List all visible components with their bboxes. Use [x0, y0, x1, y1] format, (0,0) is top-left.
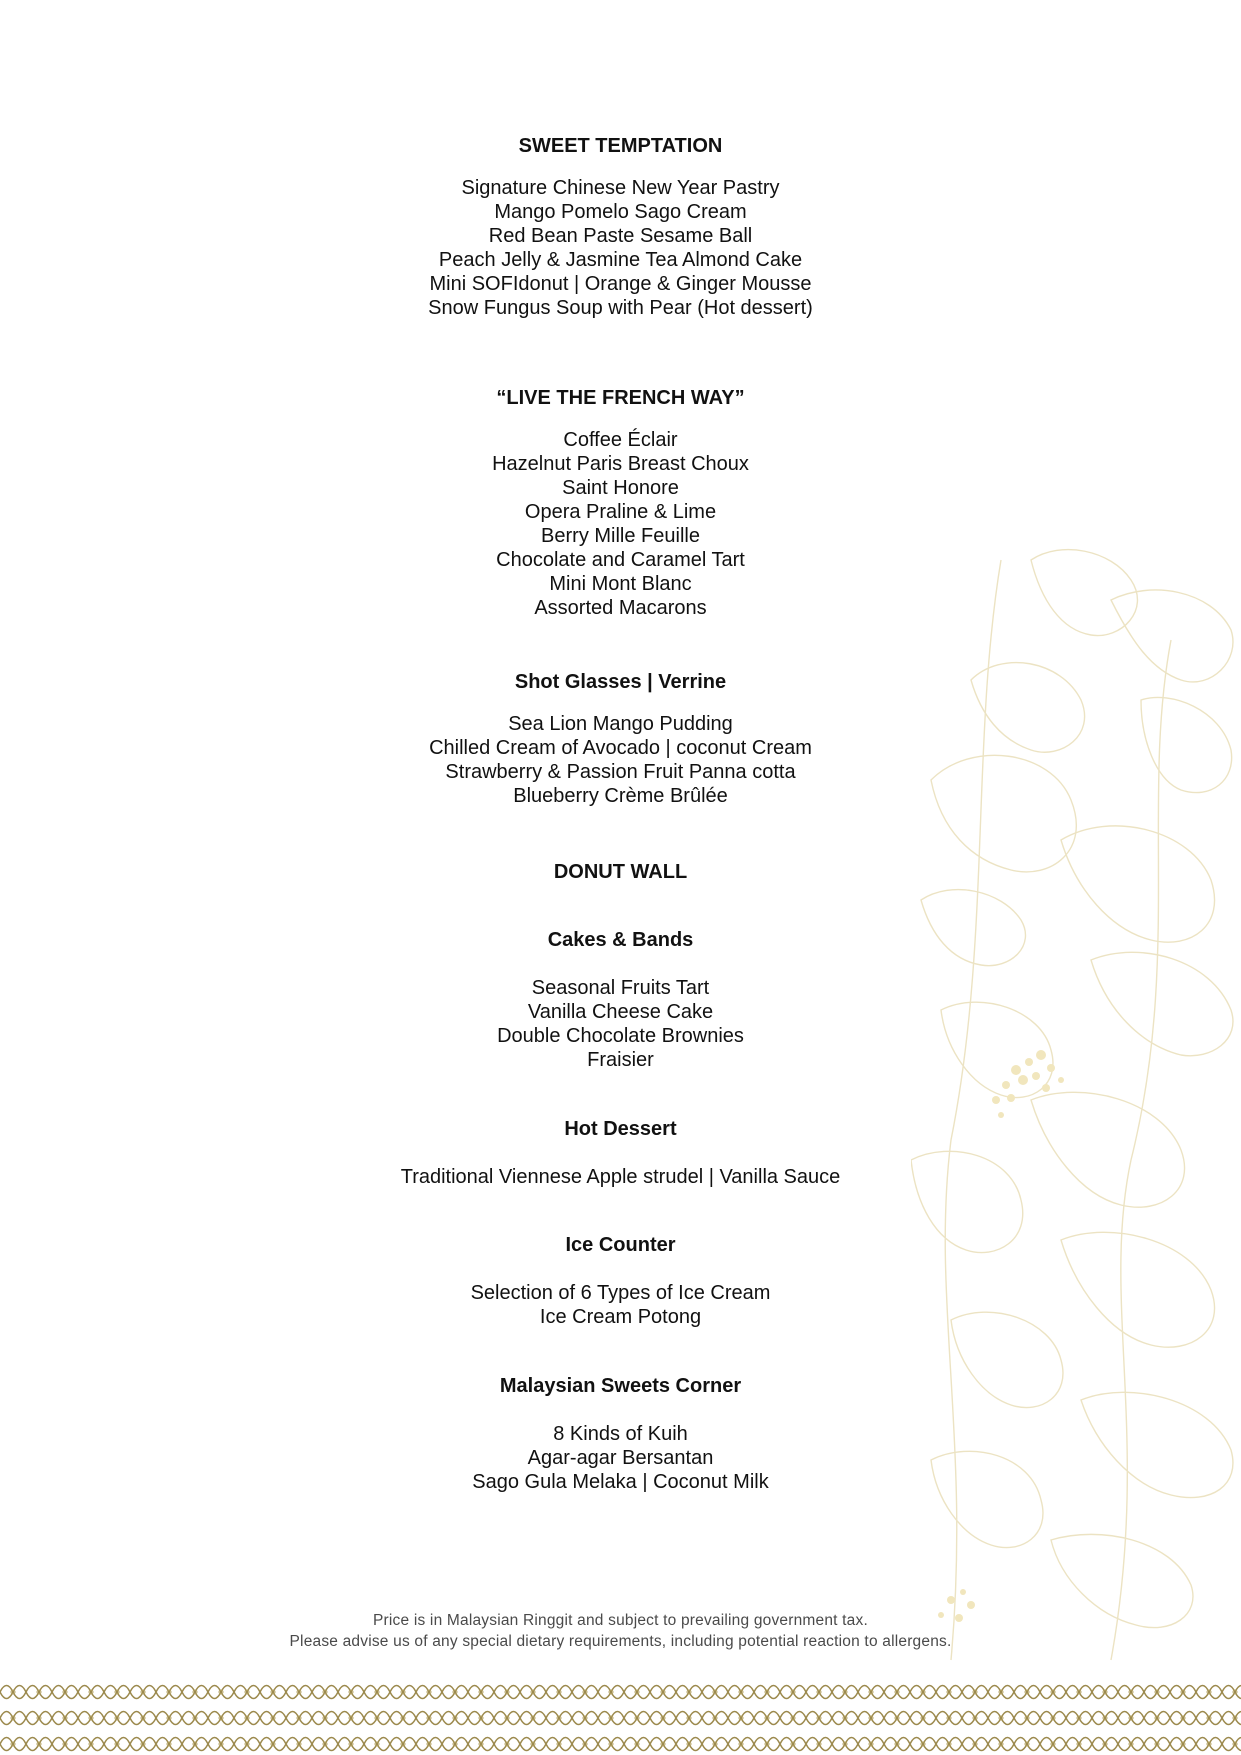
menu-item: Mini Mont Blanc [549, 573, 692, 595]
menu-item: Chilled Cream of Avocado | coconut Cream [429, 737, 812, 759]
menu-item: Peach Jelly & Jasmine Tea Almond Cake [438, 249, 803, 271]
menu-item: Fraisier [587, 1049, 654, 1071]
section-heading-ice-counter: Ice Counter [565, 1234, 676, 1256]
menu-item: Ice Cream Potong [539, 1306, 702, 1328]
section-items-shot-glasses [0, 712, 1241, 808]
menu-item: Vanilla Cheese Cake [527, 1001, 714, 1023]
section-items-hot-dessert [0, 1165, 1241, 1189]
menu-item: Assorted Macarons [534, 597, 707, 619]
section-heading-hot-dessert: Hot Dessert [564, 1118, 677, 1140]
section-heading-malaysian-sweets-corner: Malaysian Sweets Corner [499, 1375, 742, 1397]
section-heading-sweet-temptation: SWEET TEMPTATION [518, 135, 723, 157]
footer-price-note: Price is in Malaysian Ringgit and subject to prevailing government tax. [373, 1612, 868, 1629]
footer-dietary-note: Please advise us of any special dietary requirements, including potential reaction to allergens. [289, 1633, 952, 1650]
menu-item: Opera Praline & Lime [524, 501, 717, 523]
menu-item: Signature Chinese New Year Pastry [461, 177, 780, 199]
menu-item: Saint Honore [562, 477, 679, 499]
menu-item: Selection of 6 Types of Ice Cream [470, 1282, 771, 1304]
menu-item: Sea Lion Mango Pudding [508, 713, 733, 735]
menu-item: Blueberry Crème Brûlée [513, 785, 728, 807]
menu-item: Chocolate and Caramel Tart [496, 549, 745, 571]
menu-item: Coffee Éclair [563, 429, 678, 451]
section-items-ice-counter [0, 1281, 1241, 1329]
menu-item: Double Chocolate Brownies [497, 1025, 744, 1047]
section-heading-cakes-and-bands: Cakes & Bands [547, 929, 694, 951]
menu-item: Mango Pomelo Sago Cream [494, 201, 747, 223]
menu-item: Sago Gula Melaka | Coconut Milk [472, 1471, 769, 1493]
footer-notes [0, 1610, 1241, 1652]
section-items-cakes-and-bands [0, 976, 1241, 1072]
section-items-live-the-french-way [0, 428, 1241, 620]
menu-item: 8 Kinds of Kuih [553, 1423, 688, 1445]
menu-item: Seasonal Fruits Tart [531, 977, 710, 999]
menu-item: Hazelnut Paris Breast Choux [492, 453, 749, 475]
menu-item: Red Bean Paste Sesame Ball [488, 225, 753, 247]
section-heading-shot-glasses: Shot Glasses | Verrine [514, 671, 727, 693]
menu-item: Traditional Viennese Apple strudel | Vanilla Sauce [400, 1166, 841, 1188]
menu-item: Strawberry & Passion Fruit Panna cotta [445, 761, 796, 783]
floral-background [911, 540, 1241, 1680]
menu-item: Mini SOFIdonut | Orange & Ginger Mousse [429, 273, 812, 295]
section-heading-donut-wall: DONUT WALL [553, 861, 688, 883]
section-heading-live-the-french-way: “LIVE THE FRENCH WAY” [496, 387, 745, 409]
menu-item: Berry Mille Feuille [541, 525, 700, 547]
lattice-border [0, 1679, 1241, 1755]
section-items-sweet-temptation [0, 176, 1241, 320]
section-items-malaysian-sweets-corner [0, 1422, 1241, 1494]
menu-item: Agar-agar Bersantan [527, 1447, 714, 1469]
menu-item: Snow Fungus Soup with Pear (Hot dessert) [428, 297, 813, 319]
